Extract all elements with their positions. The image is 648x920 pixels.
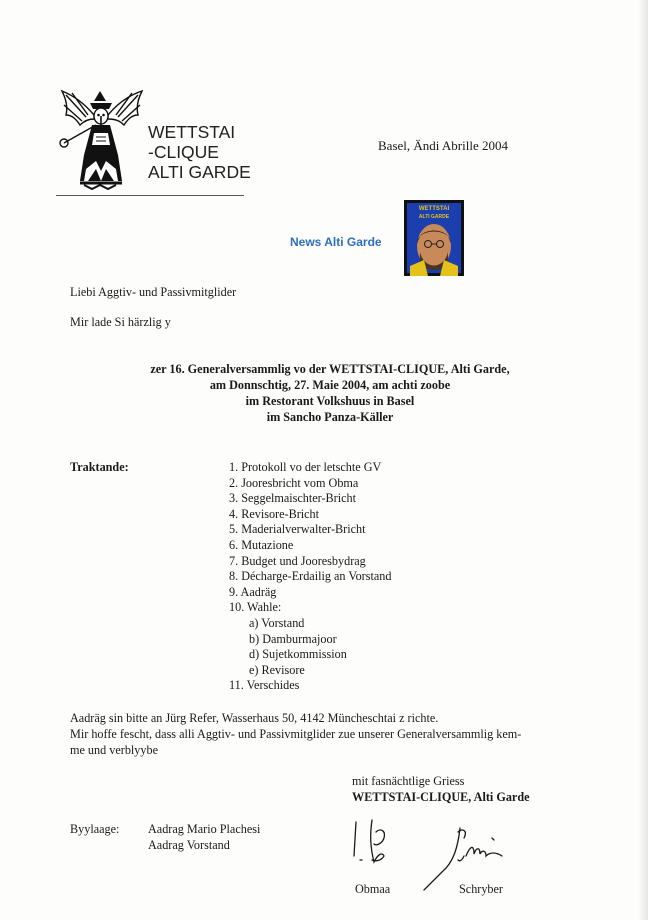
event-line-1: zer 16. Generalversammlig vo der WETTSTAI-CLIQUE, Alti Garde, bbox=[150, 362, 510, 376]
agenda-item: 3. Seggelmaischter-Bricht bbox=[229, 491, 357, 506]
agenda-item: 1. Protokoll vo der letschte GV bbox=[229, 460, 382, 474]
agenda-item: 9. Aadräg bbox=[229, 584, 277, 599]
enclosure-item-1: Aadrag Mario Plachesi bbox=[148, 822, 261, 836]
agenda-item: 4. Revisore-Bricht bbox=[229, 506, 320, 521]
agenda-heading: Traktande: bbox=[70, 460, 129, 474]
event-line-4: im Sancho Panza-Käller bbox=[266, 410, 394, 424]
agenda-item: 10. Wahle: bbox=[229, 600, 282, 615]
event-line-2: am Donnschtig, 27. Maie 2004, am achti zoobe bbox=[209, 378, 451, 392]
salutation: Liebi Aggtiv- und Passivmitglider bbox=[70, 285, 237, 299]
closing-org: WETTSTAI-CLIQUE, Alti Garde bbox=[352, 790, 530, 804]
portrait-stamp-image bbox=[404, 200, 464, 276]
agenda-subitem: b) Damburmajoor bbox=[249, 631, 337, 646]
agenda-subitem: e) Revisore bbox=[249, 662, 305, 677]
agenda-subitem: a) Vorstand bbox=[249, 615, 305, 630]
agenda-item: 2. Jooresbricht vom Obma bbox=[229, 475, 359, 490]
org-name-line3: ALTI GARDE bbox=[148, 162, 251, 182]
signer-role-1: Obmaa bbox=[355, 882, 391, 896]
agenda-item: 5. Maderialverwalter-Bricht bbox=[229, 522, 366, 537]
signer-role-2: Schryber bbox=[459, 882, 503, 896]
stamp-text-sub: ALTI GARDE bbox=[418, 214, 450, 220]
invitation: Mir lade Si härzlig y bbox=[70, 315, 171, 329]
closing-greeting: mit fasnächtlige Griess bbox=[352, 774, 465, 788]
news-badge: News Alti Garde bbox=[290, 235, 382, 249]
closing-paragraph-line2: me und verblyybe bbox=[70, 743, 158, 757]
date-line: Basel, Ändi Abrille 2004 bbox=[378, 138, 508, 153]
letterhead-rule bbox=[56, 195, 244, 196]
enclosure-item-2: Aadrag Vorstand bbox=[148, 838, 230, 852]
agenda-item: 8. Décharge-Erdailig an Vorstand bbox=[229, 569, 392, 584]
org-name-line2: -CLIQUE bbox=[148, 142, 219, 162]
enclosures-label: Byylaage: bbox=[70, 822, 120, 836]
agenda-subitem: d) Sujetkommission bbox=[249, 647, 347, 662]
agenda-list bbox=[229, 460, 391, 694]
submission-note: Aadräg sin bitte an Jürg Refer, Wasserhaus 50, 4142 Müncheschtai z richte. bbox=[70, 711, 439, 725]
org-name-line1: WETTSTAI bbox=[148, 122, 236, 142]
agenda-item: 7. Budget und Jooresbydrag bbox=[229, 553, 366, 568]
agenda-item: 6. Mutazione bbox=[229, 537, 294, 552]
event-line-3: im Restorant Volkshuus in Basel bbox=[245, 394, 415, 408]
clique-logo-icon bbox=[56, 85, 148, 191]
page-edge-shadow bbox=[638, 0, 648, 920]
stamp-text-top: WETTSTAI bbox=[418, 206, 450, 212]
closing-paragraph-line1: Mir hoffe fescht, dass alli Aggtiv- und Passivmitglider zue unserer Generalversammlig kem- bbox=[70, 727, 522, 741]
agenda-item: 11. Verschides bbox=[229, 678, 300, 693]
